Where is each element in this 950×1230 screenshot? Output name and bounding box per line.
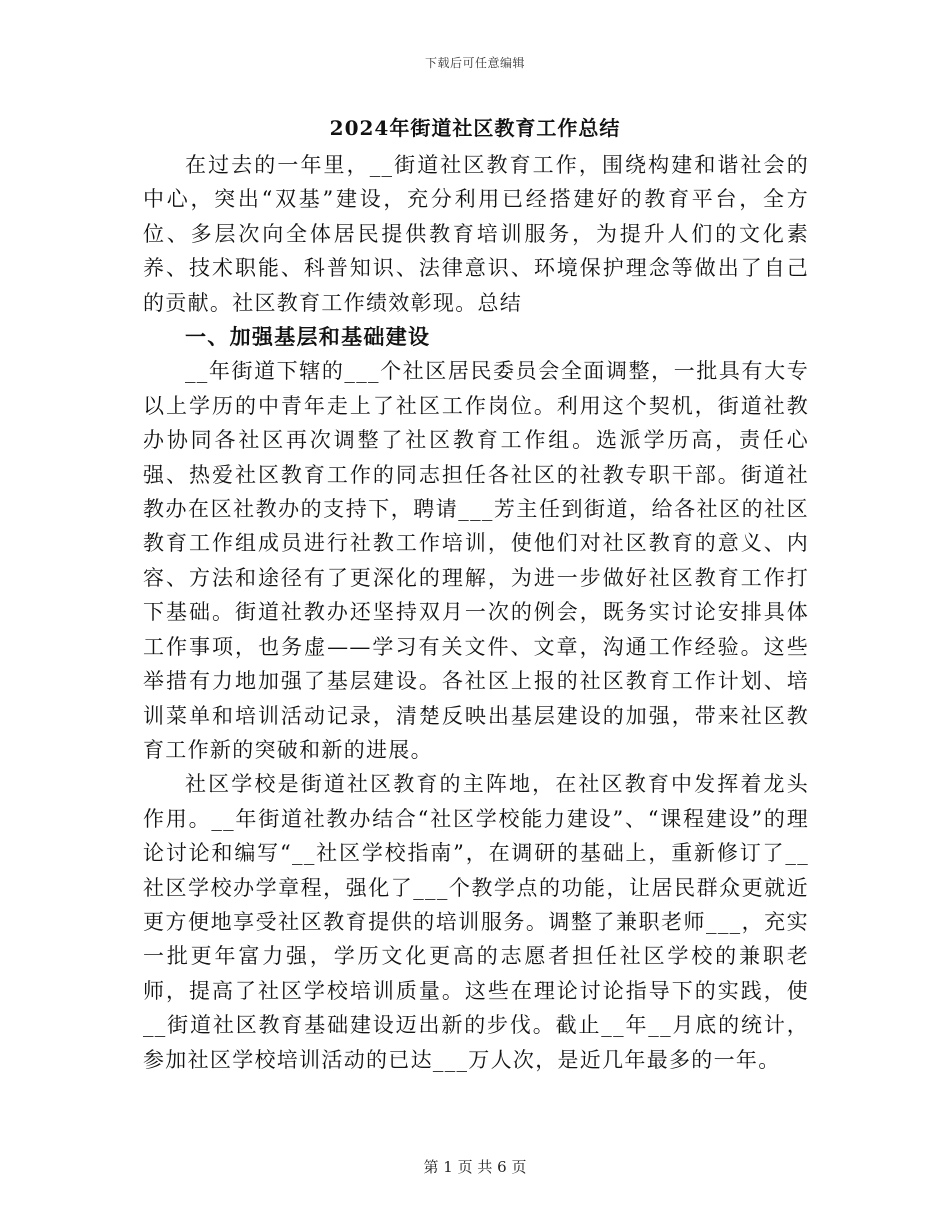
intro-paragraph: 在过去的一年里，__街道社区教育工作，围绕构建和谐社会的中心，突出“双基”建设，充分利用已经搭建好的教育平台，全方位、多层次向全体居民提供教育培训服务，为提升人们的文化素养、技术职能、科普知识、法律意识、环境保护理念等做出了自己的贡献。社区教育工作绩效彰现。总结 [143,153,809,315]
document-title: 2024年街道社区教育工作总结 [329,116,621,140]
page-number: 第 1 页 共 6 页 [423,1158,527,1176]
header-note: 下载后可任意编辑 [424,56,525,70]
body-paragraph: __年街道下辖的___个社区居民委员会全面调整，一批具有大专以上学历的中青年走上了社区工作岗位。利用这个契机，街道社教办协同各社区再次调整了社区教育工作组。选派学历高，责任心强、热爱社区教育工作的同志担任各社区的社教专职干部。街道社教办在区社教办的支持下，聘请___芳主任到街道，给各社区的社区教育工作组成员进行社教工作培训，使他们对社区教育的意义、内容、方法和途径有了更深化的理解，为进一步做好社区教育工作打下基础。街道社教办还坚持双月一次的例会，既务实讨论安排具体工作事项，也务虚——学习有关文件、文章，沟通工作经验。这些举措有力地加强了基层建设。各社区上报的社区教育工作计划、培训菜单和培训活动记录，清楚反映出基层建设的加强，带来社区教育工作新的突破和新的进展。 [143,359,809,762]
body-paragraph: 社区学校是街道社区教育的主阵地，在社区教育中发挥着龙头作用。__年街道社教办结合“社区学校能力建设”、“课程建设”的理论讨论和编写“__社区学校指南”，在调研的基础上，重新修订了__社区学校办学章程，强化了___个教学点的功能，让居民群众更就近更方便地享受社区教育提供的培训服务。调整了兼职老师___，充实一批更年富力强，学历文化更高的志愿者担任社区学校的兼职老师，提高了社区学校培训质量。这些在理论讨论指导下的实践，使__街道社区教育基础建设迈出新的步伐。截止__年__月底的统计，参加社区学校培训活动的已达___万人次，是近几年最多的一年。 [143,772,809,1072]
document-body [143,148,809,1077]
section-heading: 一、加强基层和基础建设 [185,324,431,350]
